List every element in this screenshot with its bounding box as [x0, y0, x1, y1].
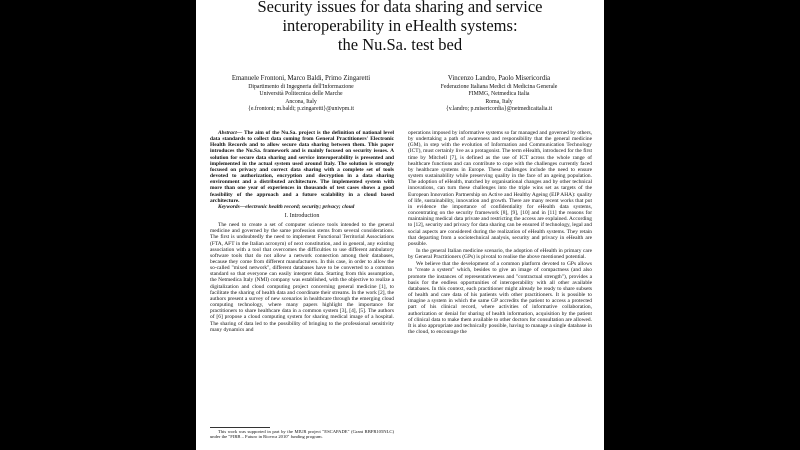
left-column	[210, 130, 394, 450]
keywords: Keywords—electronic health record; security; privacy; cloud	[218, 203, 355, 210]
title-line: the Nu.Sa. test bed	[337, 35, 463, 54]
title-line: Security issues for data sharing and service	[257, 0, 543, 16]
right-column	[408, 130, 592, 450]
affiliation-line: Ancona, Italy	[285, 98, 317, 105]
paper-title	[196, 0, 604, 54]
author-email: {v.landro; p.misericordia}@netmedicaitalia.it	[445, 105, 553, 112]
affiliation-line: Dipartimento di Ingegneria dell'Informazione	[248, 84, 354, 90]
body-paragraph: In the general Italian medicine scenario, the adoption of eHealth in primary care by General Practitioners (GPs) is pivotal to realise the above mentioned potential.	[408, 247, 592, 261]
affiliation-line: Università Politecnica delle Marche	[259, 91, 343, 98]
affiliation-line: Federazione Italiana Medici di Medicina Generale	[440, 84, 558, 90]
abstract-label: Abstract—	[218, 130, 243, 136]
abstract	[210, 130, 394, 204]
abstract-text: The aim of the Nu.Sa. project is the definition of national level data standards to collect data coming from General Practitioners' Electronic Health Records and to allow secure data sharing between them. This paper introduces the Nu.Sa. framework and is mainly focused on security issues. A solution for secure data sharing and service interoperability is presented and implemented in the actual system used around Italy. The solution is strongly focused on privacy and correct data sharing with a complete set of tools devoted to authorization, encryption and decryption in a data sharing environment and a distributed architecture. The implemented system with more than one year of experiences in thousands of test cases shows a good feasibility of the approach and a future scalability in a cloud based architecture.	[210, 130, 394, 204]
title-line: interoperability in eHealth systems:	[282, 16, 518, 35]
author-names: Vincenzo Landro, Paolo Misericordia	[447, 75, 551, 82]
author-names: Emanuele Frontoni, Marco Baldi, Primo Zingaretti	[231, 75, 371, 82]
paper-page	[196, 0, 604, 450]
footnote-rule	[210, 427, 270, 428]
affiliation-line: FIMMG, Netmedica Italia	[468, 91, 530, 98]
body-paragraph: We believe that the development of a common platform devoted to GPs allows to "create a system" which, besides to give an image of compactness (and also promote the instances of representativeness and "contractual strength"), provides a basis for the endless opportunities of interoperability with all other available databases. In this context, each practitioner might already be ready to share subsets of health and care data of his patients with other practitioners. It is possible to imagine a system in which the same GP accredits the patient to access a protected part of his clinical record, where activities of informative collaboration, authorization or denial for sharing of health information, acquisition by the patient of clinical data to make them available to other doctors for consultation are allowed. It is also appropriate and technically possible, having to manage a single database in the cloud, to encourage the	[408, 261, 592, 335]
author-block-left	[208, 74, 394, 113]
footnote: This work was supported in part by the MIUR project "ESCAPADE" (Grant RBFR105NLC) under the "FIRB – Futuro in Ricerca 2010" funding program.	[210, 429, 394, 440]
body-paragraph: operations imposed by informative systems so far managed and governed by others, by undertaking a path of awareness and responsibility that the general medicine (GM), in step with the evolution of Information and Communication Technology (ICT), must certainly live as a protagonist. The term eHealth, introduced for the first time by Mitchell [7], is defined as the use of ICT across the whole range of healthcare functions and can contribute to cope with the challenges currently faced by healthcare systems in Europe. These challenges include the need to ensure system sustainability while preserving quality in the face of an ageing population. The adoption of eHealth, matched by organisational changes and by other technical innovations, can turn these challenges into the triple wins set as targets of the European Innovation Partnership on Active and Healthy Ageing (EIP AHA): quality of life, sustainability, innovation and growth. There are many recent works that put in evidence the importance of confidentiality for eHealth data systems, concentrating on the security framework [8], [9], [10] and in [11] the reasons for maintaining medical data private and restricting the access are explained. According to [12], security and privacy for data sharing can be ensured if technology, legal and social aspects are considered during the realization of eHealth systems. They retain that departing from a sociotechnical analysis, security and privacy in eHealth are possible.	[408, 130, 592, 247]
body-paragraph: The need to create a set of computer science tools intended to the general medicine and governed by the same profession stems from several considerations. The first is undoubtedly the need to implement Functional Territorial Associations (FTA, AFT in the Italian acronym) of next constitution, and in general, any existing association with a tool that overcomes the difficulties to use different ambulatory software tools that do not allow a network connection among their databases, because they come from different manufacturers. In this case, in order to allow the so-called "mixed network", different databases have to be converted to a common standard so that everyone can easily interpret data. Starting from this assumption, the Netmedica Italy (NMI) company was established, with the objective to realize a digitalization and cloud computing project concerning general medicine [1], to facilitate the sharing of health data and coordinate their streams. In the work [2], the authors present a survey of new scenarios in healthcare through the emerging cloud computing technology, where many papers highlight the importance for practitioners to share healthcare data in a common system [3], [4], [5]. The authors of [6] propose a cloud computing system for sharing medical image of a hospital. The sharing of data led to the possibility of bringing to the professional sensitivity many dynamics and	[210, 222, 394, 333]
affiliation-line: Roma, Italy	[485, 98, 513, 105]
section-heading: I. Introduction	[284, 213, 320, 220]
author-block-right	[406, 74, 592, 113]
author-email: {e.frontoni; m.baldi; p.zingaretti}@univpm.it	[248, 105, 354, 112]
